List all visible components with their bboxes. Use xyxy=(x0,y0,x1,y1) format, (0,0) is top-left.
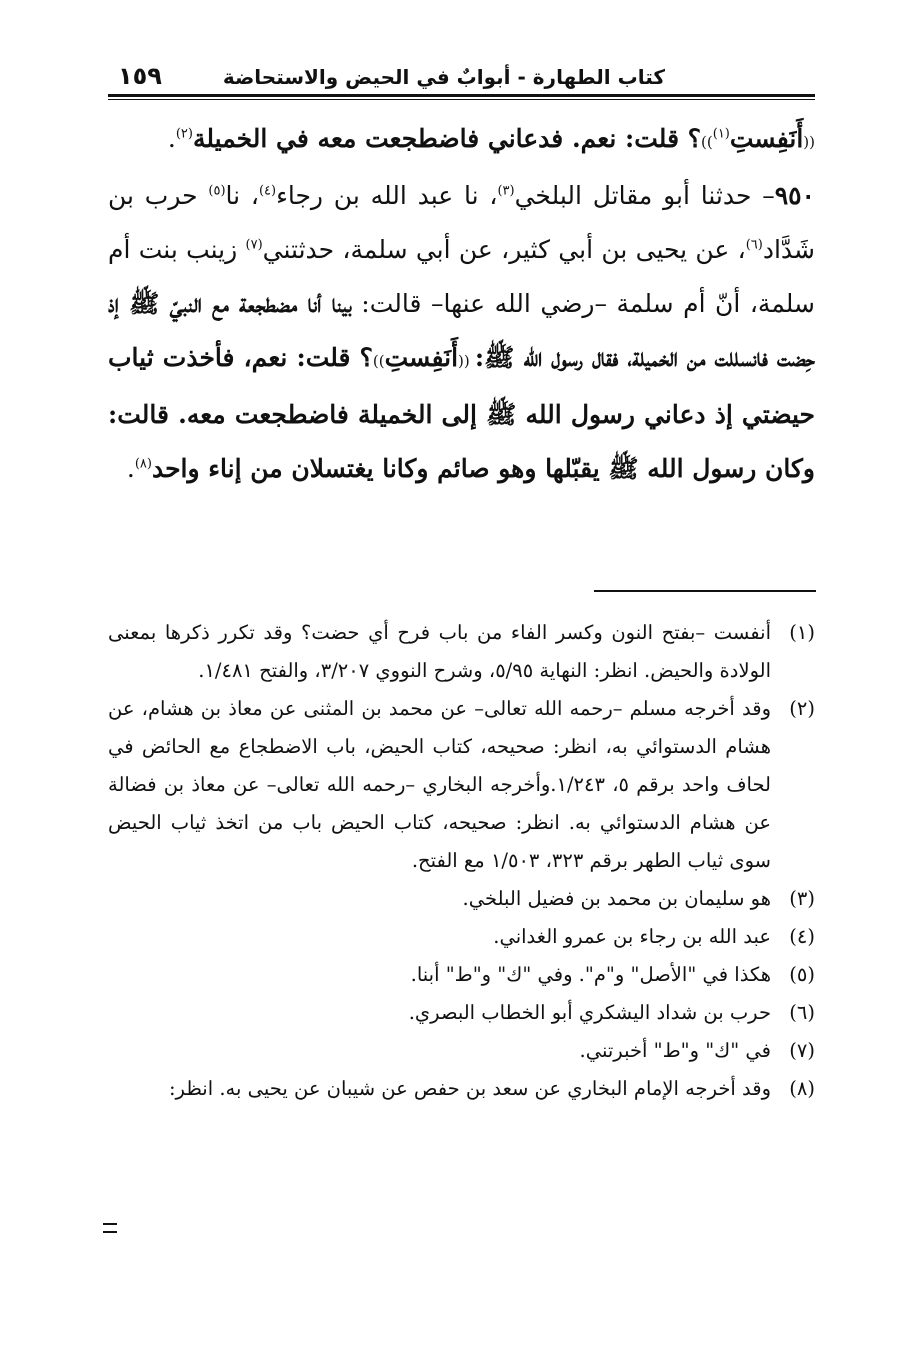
footnote-ref-3: (٣) xyxy=(497,183,515,199)
footnote-1: (١) أنفست –بفتح النون وكسر الفاء من باب فرح أي حضت؟ وقد تكرر ذكرها بمعنى الولادة والحيض. انظر: النهاية ٥/٩٥، وشرح النووي ٣/٢٠٧، والفتح ١/٤٨١. xyxy=(108,621,815,682)
hadith-paragraph: ٩٥٠– حدثنا أبو مقاتل البلخي$^{(٣)}$، نا عبد الله بن رجاء$^{(٤)}$، نا$^{(٥)}$ حرب بن شَدَّاد$^{(٦)}$، عن يحيى بن أبي كثير، عن أبي سلمة، حدثتني$^{(٧)}$ زينب بنت أم سلمة، أنّ أم سلمة –رضي الله عنها– قالت: بينا أنا مضطجعة مع النبيّ ﷺ إذ حِضت فانسللت من الخميلة، فقال رسول الله ﷺ: ((أَنَفِستِ))؟ قلت: نعم، فأخذت ثياب حيضتي إذ دعاني رسول الله ﷺ إلى الخميلة فاضطجعت معه. قالت: وكان رسول الله ﷺ يقبّلها وهو صائم وكانا يغتسلان من إناء واحد$^{(٨)}$. xyxy=(108,181,816,483)
running-title: كتاب الطهارة - أبوابٌ في الحيض والاستحاضة xyxy=(222,65,665,89)
page-number: ١٥٩ xyxy=(118,62,162,90)
footnote-5: (٥) هكذا في "الأصل" و"م". وفي "ك" و"ط" أبنا. xyxy=(410,963,815,986)
hadith-number: ٩٥٠ xyxy=(774,181,815,210)
continuation-line: ((أَنَفِستِ$^{(١)}$))؟ قلت: نعم. فدعاني فاضطجعت معه في الخميلة$^{(٢)}$. xyxy=(167,124,815,153)
main-text xyxy=(108,112,815,496)
header-rule-thick xyxy=(108,94,815,97)
quoted-word: أَنَفِستِ xyxy=(729,124,804,153)
footnote-6: (٦) حرب بن شداد اليشكري أبو الخطاب البصري. xyxy=(408,1001,815,1024)
footnote-2: (٢) وقد أخرجه مسلم –رحمه الله تعالى– عن محمد بن المثنى عن معاذ بن هشام، عن هشام الدستوائي به، انظر: صحيحه، كتاب الحيض، باب الاضطجاع مع الحائض في لحاف واحد برقم ٥، ١/٢٤٣.وأخرجه البخاري –رحمه الله تعالى– عن معاذ بن فضالة عن هشام الدستوائي به. انظر: صحيحه، كتاب الحيض باب من اتخذ ثياب الحيض سوى ثياب الطهر برقم ٣٢٣، ١/٥٠٣ مع الفتح. xyxy=(108,697,815,872)
footnote-ref-5: (٥) xyxy=(208,183,226,199)
hadith-matn: بينا أنا مضطجعة مع النبيّ ﷺ إذ حِضت فانسللت من الخميلة، فقال رسول الله ﷺ: xyxy=(108,289,815,372)
footnote-ref-6: (٦) xyxy=(745,237,763,253)
footnote-8: (٨) وقد أخرجه الإمام البخاري عن سعد بن حفص عن شيبان عن يحيى به. انظر: xyxy=(168,1077,815,1100)
footnote-ref-1: (١) xyxy=(712,126,730,142)
footnote-4: (٤) عبد الله بن رجاء بن عمرو الغداني. xyxy=(493,925,815,948)
header-rule-thin xyxy=(108,99,815,100)
footnote-ref-2: (٢) xyxy=(175,126,193,142)
continuation-mark xyxy=(103,1223,117,1233)
footnote-ref-4: (٤) xyxy=(258,183,277,199)
footnotes xyxy=(108,614,815,1108)
footnote-ref-8: (٨) xyxy=(134,456,152,472)
page-header xyxy=(108,62,815,98)
footnote-3: (٣) هو سليمان بن محمد بن فضيل البلخي. xyxy=(462,887,815,910)
footnote-7: (٧) في "ك" و"ط" أخبرتني. xyxy=(579,1039,815,1062)
footnote-ref-7: (٧) xyxy=(245,237,263,253)
footnote-separator xyxy=(594,590,816,592)
